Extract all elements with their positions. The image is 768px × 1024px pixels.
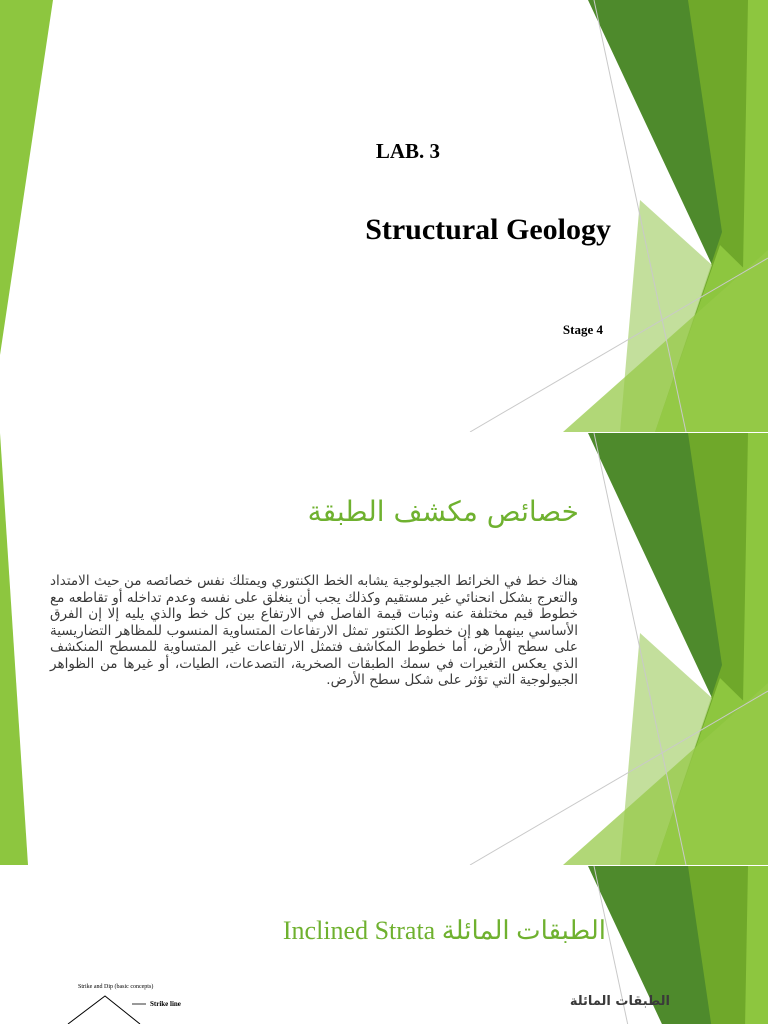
slide-1: [0, 0, 768, 432]
slide-3: [0, 866, 768, 1024]
diagram-label: Strike line: [150, 1000, 181, 1008]
slide-body-text: هناك خط في الخرائط الجيولوجية يشابه الخط الكنتوري ويمتلك نفس خصائصه من حيث الامتداد والتعرج بشكل انحنائي غير مستقيم وكذلك يجب أن ينغلق على نفسه وعدم تداخله أو تقاطعه مع خطوط قيم مختلفة عنه وثبات قيمة الفاصل في الارتفاع بين كل خط والذي يليه إلا إن الفرق الأساسي بينهما هو إن خطوط الكنتور تمثل الارتفاعات المتساوية المنسوب للمظاهر التضاريسية على سطح الأرض، أما خطوط المكاشف فتمثل الارتفاعات غير المتساوية للمسطح المنكشف الذي يعكس التغيرات في سمك الطبقات الصخرية، التصدعات، الطيات، أو غيرها من الظواهر الجيولوجية التي تؤثر على شكل سطح الأرض.: [50, 573, 578, 688]
slide-subtitle: الطبقات المائلة: [569, 994, 670, 1009]
slide-title: Inclined Strata الطبقات المائلة: [282, 916, 606, 945]
lab-number: LAB. 3: [375, 139, 440, 163]
slide-2: [0, 433, 768, 865]
slide-title: Structural Geology: [365, 213, 611, 246]
stage-label: Stage 4: [562, 322, 603, 337]
strike-dip-diagram: [60, 978, 240, 1024]
slide-title: خصائص مكشف الطبقة: [307, 495, 579, 528]
diagram-title: Strike and Dip (basic concepts): [78, 984, 154, 990]
